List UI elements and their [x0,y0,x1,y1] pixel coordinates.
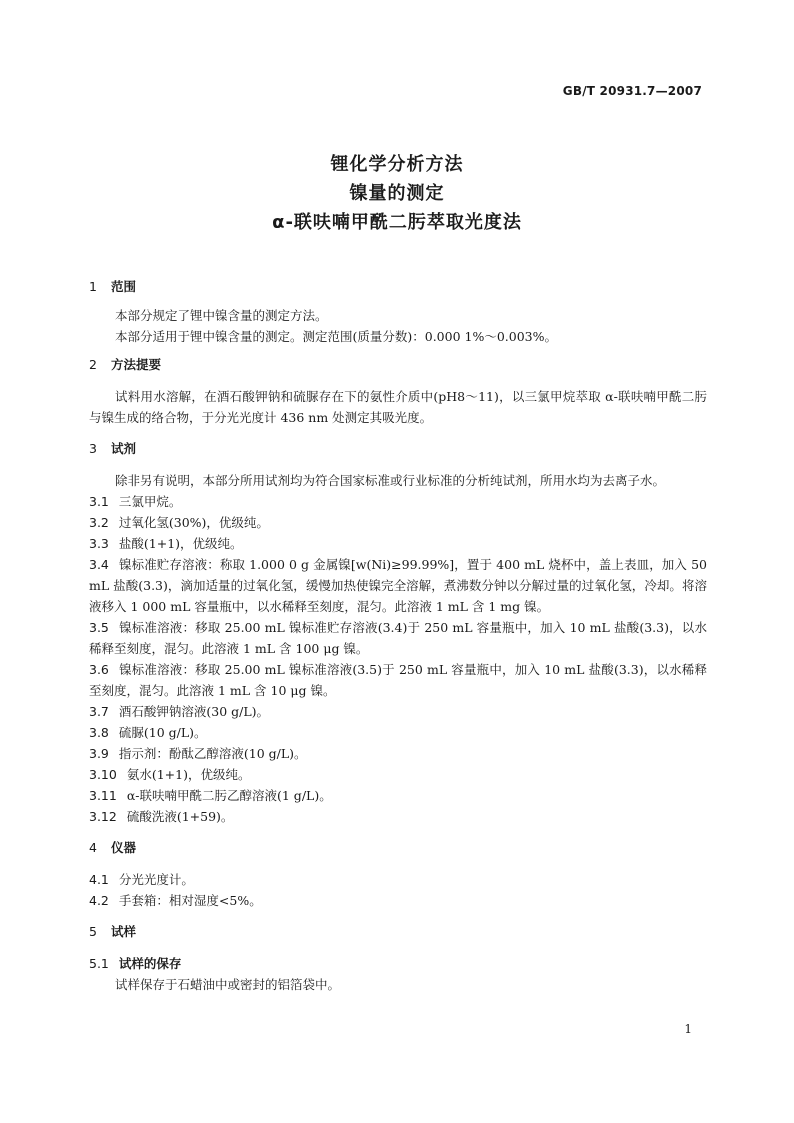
item-text: 过氧化氢(30%)，优级纯。 [118,515,269,530]
section-title: 范围 [111,279,137,294]
title-line-2: 镍量的测定 [349,183,445,204]
section-number: 1 [89,279,97,294]
section-heading-apparatus [89,837,707,859]
list-item [89,764,707,785]
section-heading-samples [89,921,707,943]
list-item [89,722,707,743]
item-number: 3.12 [89,809,117,824]
item-text: 硫酸洗液(1+59)。 [126,809,234,824]
subsection-title: 试样的保存 [118,956,182,971]
item-number: 3.9 [89,746,109,761]
paragraph: 除非另有说明，本部分所用试剂均为符合国家标准或行业标准的分析纯试剂，所用水均为去离子水。 [115,473,666,488]
list-item [89,701,707,722]
paragraph: 本部分规定了锂中镍含量的测定方法。 [115,308,328,323]
item-text: 手套箱：相对湿度<5%。 [118,893,262,908]
item-text: 镍标准溶液：移取 25.00 mL 镍标准溶液(3.5)于 250 mL 容量瓶中，加入 10 mL 盐酸(3.3)，以水稀释至刻度，混匀。此溶液 1 mL 含 10 μg 镍。 [89,662,707,698]
item-text: 分光光度计。 [118,872,194,887]
section-number: 3 [89,441,97,456]
item-text: 盐酸(1+1)，优级纯。 [118,536,243,551]
item-text: 氨水(1+1)，优级纯。 [126,767,251,782]
item-number: 3.1 [89,494,109,509]
list-item [89,743,707,764]
item-text: 三氯甲烷。 [118,494,182,509]
item-text: 指示剂：酚酞乙醇溶液(10 g/L)。 [118,746,307,761]
page-number: 1 [684,1022,692,1036]
list-item [89,890,707,911]
title-line-3: α-联呋喃甲酰二肟萃取光度法 [272,212,522,233]
section-number: 5 [89,924,97,939]
reagent-list [89,491,707,827]
section-title: 试剂 [111,441,137,456]
section-title: 试样 [111,924,137,939]
item-number: 3.4 [89,557,109,572]
list-item [89,554,707,617]
item-number: 3.3 [89,536,109,551]
subsection-heading-sample-storage [89,953,707,974]
item-number: 4.1 [89,872,109,887]
item-number: 3.2 [89,515,109,530]
document-title [0,150,794,237]
item-number: 3.7 [89,704,109,719]
item-text: 镍标准贮存溶液：称取 1.000 0 g 金属镍[w(Ni)≥99.99%]，置于 400 mL 烧杯中，盖上表皿，加入 50 mL 盐酸(3.3)，滴加适量的过氧化氢，缓慢加热使镍完全溶解，煮沸数分钟以分解过量的过氧化氢，冷却。将溶液移入 1 000 mL 容量瓶中，以水稀释至刻度，混匀。此溶液 1 mL 含 1 mg 镍。 [89,557,707,614]
list-item [89,785,707,806]
item-number: 3.6 [89,662,109,677]
section-title: 仪器 [111,840,137,855]
list-item [89,617,707,659]
subsection-number: 5.1 [89,956,109,971]
list-item [89,533,707,554]
item-text: 酒石酸钾钠溶液(30 g/L)。 [118,704,270,719]
list-item [89,806,707,827]
standard-number: GB/T 20931.7—2007 [562,84,702,98]
list-item [89,659,707,701]
paragraph: 试样保存于石蜡油中或密封的铝箔袋中。 [115,977,341,992]
section-heading-scope [89,276,707,298]
item-text: α-联呋喃甲酰二肟乙醇溶液(1 g/L)。 [126,788,332,803]
section-number: 4 [89,840,97,855]
section-title: 方法提要 [111,357,162,372]
section-heading-method-summary [89,354,707,376]
item-number: 3.10 [89,767,117,782]
section-heading-reagents [89,438,707,460]
list-item [89,491,707,512]
title-line-1: 锂化学分析方法 [330,154,464,175]
item-number: 3.5 [89,620,109,635]
apparatus-list [89,869,707,911]
item-text: 镍标准溶液：移取 25.00 mL 镍标准贮存溶液(3.4)于 250 mL 容量瓶中，加入 10 mL 盐酸(3.3)，以水稀释至刻度，混匀。此溶液 1 mL 含 100 μg 镍。 [89,620,707,656]
list-item [89,512,707,533]
section-number: 2 [89,357,97,372]
item-number: 3.11 [89,788,117,803]
item-number: 3.8 [89,725,109,740]
list-item [89,869,707,890]
paragraph: 本部分适用于锂中镍含量的测定。测定范围(质量分数)：0.000 1%～0.003%。 [115,329,558,344]
item-text: 硫脲(10 g/L)。 [118,725,207,740]
paragraph: 试料用水溶解，在酒石酸钾钠和硫脲存在下的氨性介质中(pH8～11)，以三氯甲烷萃取 α-联呋喃甲酰二肟与镍生成的络合物，于分光光度计 436 nm 处测定其吸光度。 [89,389,707,425]
item-number: 4.2 [89,893,109,908]
document-body [89,276,707,995]
